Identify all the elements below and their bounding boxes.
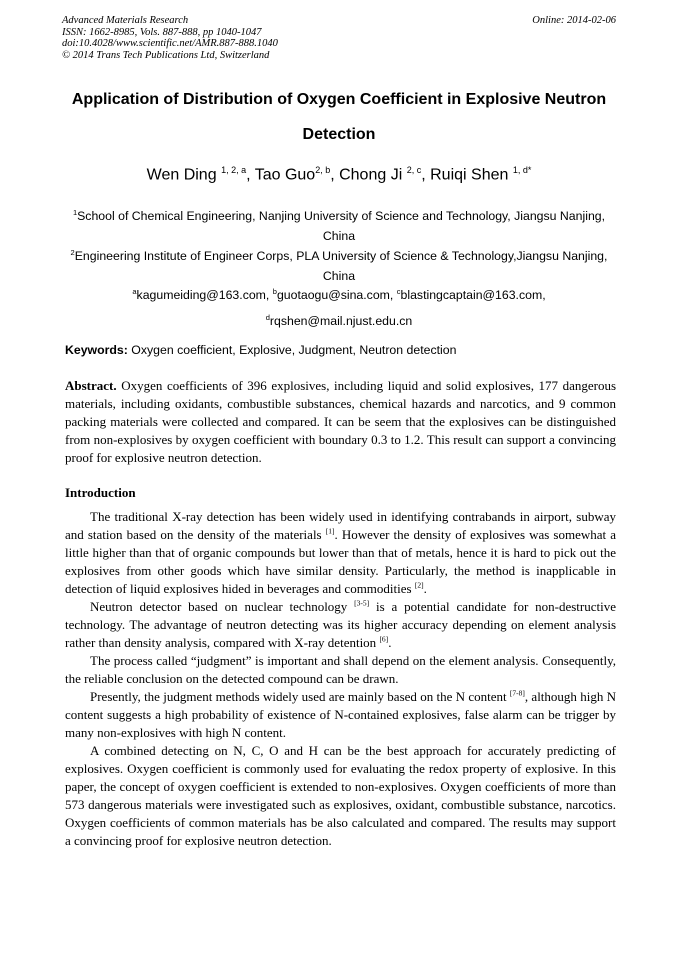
author-name: Chong Ji [339, 166, 403, 184]
copyright-line: © 2014 Trans Tech Publications Ltd, Switzerland [62, 49, 270, 61]
online-date: Online: 2014-02-06 [532, 15, 616, 26]
paper-title-line2: Detection [302, 126, 376, 143]
author-name: Ruiqi Shen [430, 166, 509, 184]
paragraph: Presently, the judgment methods widely used are mainly based on the N content [7-8], although high N content suggests a high probability of existence of N-contained explosives, false alarm can be trigger by many non-explosives with high N content. [65, 688, 616, 740]
abstract-text: Oxygen coefficients of 396 explosives, including liquid and solid explosives, 177 dangerous materials, including oxidants, combustible substances, chemical hazards and narcotics, and 9 common packing materials were collected and compared. It can be seem that the explosives can be distinguished from non-explosives by oxygen coefficient with boundary 0.3 to 1.2. This result can support a convincing proof for explosive neutron detection. [65, 378, 617, 465]
paper-title-line1: Application of Distribution of Oxygen Coefficient in Explosive Neutron [71, 91, 607, 108]
citation[interactable]: [1] [325, 526, 335, 536]
email-b[interactable]: guotaogu@sina.com, [276, 288, 394, 303]
author-superscript: 2, c [406, 165, 422, 175]
paragraph: Neutron detector based on nuclear technology [3-5] is a potential candidate for non-destructive technology. The advantage of neutron detecting was its higher accuracy depending on element analysis rather than density analysis, compared with X-ray detention [6]. [65, 598, 616, 650]
email-a[interactable]: kagumeiding@163.com, [136, 288, 270, 303]
paragraph: The traditional X-ray detection has been widely used in identifying contrabands in airport, subway and station based on the density of the materials [1]. However the density of explosives was somewhat a little higher than that of organic compounds but lower than that of metals, hence it is hard to pick out the explosives from other goods which have similar density. Particularly, the method is inapplicable in detection of liquid explosives hided in beverages and commodities [2]. [65, 509, 616, 596]
issn-line: ISSN: 1662-8985, Vols. 887-888, pp 1040-1047 [62, 26, 262, 38]
keywords-text: Oxygen coefficient, Explosive, Judgment, Neutron detection [131, 343, 457, 357]
paragraph: A combined detecting on N, C, O and H can be the best approach for accurately predicting of explosives. Oxygen coefficient is commonly used for evaluating the redox property of explosive. In this paper, the concept of oxygen coefficient is extended to non-explosives. Oxygen coefficients of more than 573 dangerous materials were investigated such as explosives, oxidant, combustible substance, narcotics. Oxygen coefficients of common materials has be also calculated and compared. The results may support a convincing proof for explosive neutron detection. [65, 743, 616, 848]
abstract-label: Abstract. [65, 378, 117, 393]
email-line-2: $^d$rqshen@mail.njust.edu.cn [265, 313, 413, 329]
introduction-body [65, 508, 616, 850]
author-superscript: 2, b [315, 165, 331, 175]
email-line-1: $^a$kagumeiding@163.com, $^b$guotaogu@sina.com, $^c$blastingcaptain@163.com, [132, 287, 546, 303]
citation[interactable]: [3-5] [354, 598, 370, 608]
email-c[interactable]: blastingcaptain@163.com, [400, 288, 546, 303]
email-d[interactable]: rqshen@mail.njust.edu.cn [269, 314, 413, 329]
author-name: Wen Ding [146, 166, 217, 184]
abstract [65, 377, 616, 467]
journal-header [62, 15, 616, 61]
keywords [65, 343, 616, 357]
author-list: Wen Ding $^{1, 2, a}$, Tao Guo$^{2, b}$, Chong Ji $^{2, c}$, Ruiqi Shen $^{1, d*}$ [146, 165, 532, 184]
citation[interactable]: [2] [414, 580, 424, 590]
citation[interactable]: [7-8] [509, 688, 525, 698]
author-superscript: 1, 2, a [221, 165, 247, 175]
keywords-label: Keywords: [65, 343, 128, 357]
author-name: Tao Guo [254, 166, 316, 184]
affiliation-1: $^1$School of Chemical Engineering, Nanjing University of Science and Technology, Jiangsu Nanjing, China [72, 208, 606, 244]
citation[interactable]: [6] [379, 634, 389, 644]
section-heading-introduction: Introduction [65, 485, 136, 500]
author-superscript: 1, d* [512, 165, 532, 175]
paragraph: The process called “judgment” is important and shall depend on the element analysis. Consequently, the reliable conclusion on the detected compound can be drawn. [65, 653, 616, 686]
doi-line[interactable]: doi:10.4028/www.scientific.net/AMR.887-888.1040 [62, 38, 278, 49]
journal-name: Advanced Materials Research [62, 15, 189, 26]
affiliation-2: $^2$Engineering Institute of Engineer Corps, PLA University of Science & Technology,Jiangsu Nanjing, China [70, 248, 608, 284]
